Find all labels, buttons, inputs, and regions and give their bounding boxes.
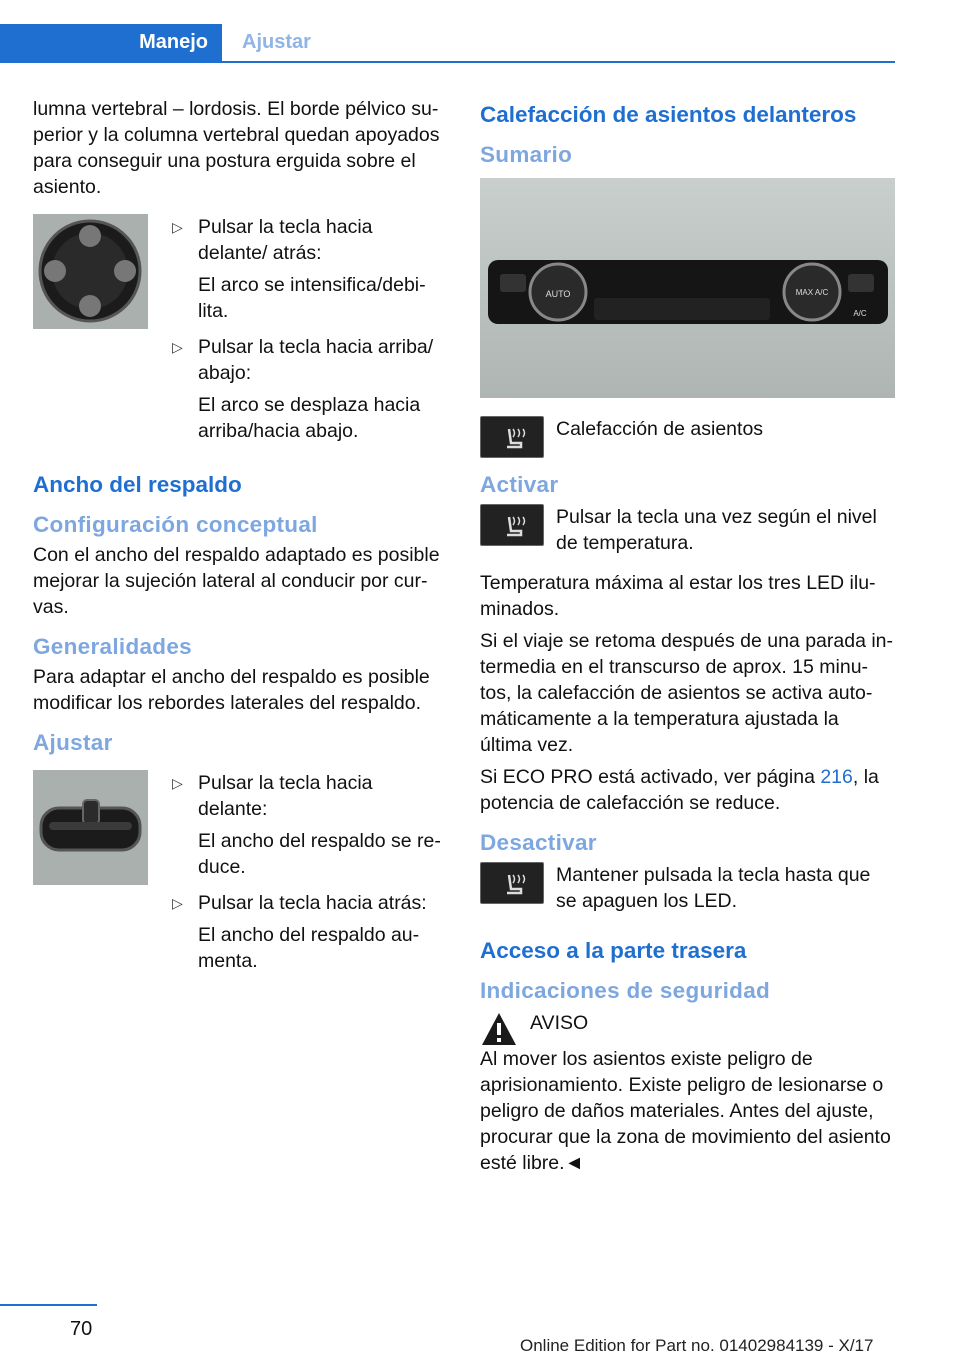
heading-deactivate: Desactivar <box>480 830 597 855</box>
deactivate-text: Mantener pulsada la tecla hasta que se apaguen los LED. <box>556 864 871 912</box>
list-item <box>172 890 447 916</box>
auto-label: AUTO <box>545 289 571 299</box>
activate-text: Pulsar la tecla una vez según el nivel de temperatura. <box>556 506 877 554</box>
bullet-subtext: El ancho del respaldo au-menta. <box>198 924 420 972</box>
heading-concept: Configuración conceptual <box>33 512 318 537</box>
ac-label: A/C <box>853 309 867 318</box>
list-item <box>172 770 447 822</box>
lumbar-bullets <box>172 214 447 454</box>
activate-paragraph-2: Si el viaje se retoma después de una parada in-termedia en el transcurso de aprox. 15 minu-tos, la calefacción de asientos se activa auto-máticamente a la temperatura ajustada la última vez. <box>480 630 894 756</box>
seat-heating-caption: Calefacción de asientos <box>556 418 764 440</box>
general-paragraph: Para adaptar el ancho del respaldo es posible modificar los rebordes laterales del respaldo. <box>33 666 430 714</box>
footer-divider <box>0 1304 97 1306</box>
width-bullets <box>172 770 447 984</box>
triangle-icon: ▷ <box>172 219 183 235</box>
header-tabbar <box>0 24 895 63</box>
max-ac-label: MAX A/C <box>795 288 829 297</box>
heading-rear-access: Acceso a la parte trasera <box>480 938 747 963</box>
seat-heating-icon <box>480 862 544 904</box>
heading-backrest-width: Ancho del respaldo <box>33 472 242 497</box>
seat-heating-icon <box>480 504 544 546</box>
right-column <box>480 96 895 1182</box>
triangle-icon: ▷ <box>172 339 183 355</box>
eco-pro-paragraph: Si ECO PRO está activado, ver página 216, la potencia de calefacción se reduce. <box>480 766 879 814</box>
warning-text: Al mover los asientos existe peligro de aprisionamiento. Existe peligro de lesionarse o peligro de daños materiales. Antes del ajuste, procurar que la zona de movimiento del asiento esté libre.◄ <box>480 1048 891 1174</box>
bullet-text: Pulsar la tecla hacia atrás: <box>198 892 427 914</box>
list-item <box>172 334 447 386</box>
deactivate-row <box>480 862 895 920</box>
bullet-text: Pulsar la tecla hacia delante/ atrás: <box>198 216 373 264</box>
left-column <box>33 96 447 994</box>
page-number: 70 <box>70 1318 93 1340</box>
tab-manejo[interactable]: Manejo <box>0 24 222 61</box>
triangle-icon: ▷ <box>172 775 183 791</box>
heading-activate: Activar <box>480 472 559 497</box>
heading-safety: Indicaciones de seguridad <box>480 978 771 1003</box>
intro-paragraph: lumna vertebral – lordosis. El borde pélvico su-perior y la columna vertebral quedan apoyados para conseguir una postura erguida sobre el asiento. <box>33 98 440 198</box>
list-item <box>172 214 447 266</box>
bullet-text: Pulsar la tecla hacia arriba/ abajo: <box>198 336 434 384</box>
seat-heating-caption-row <box>480 416 895 458</box>
bullet-subtext: El arco se intensifica/debi-lita. <box>198 274 426 322</box>
width-switch-image <box>33 770 148 885</box>
warning-row <box>480 1010 895 1048</box>
lumbar-switch-image <box>33 214 148 329</box>
tab-ajustar[interactable]: Ajustar <box>242 31 311 53</box>
heading-seat-heating: Calefacción de asientos delanteros <box>480 102 857 127</box>
activate-row <box>480 504 895 562</box>
bullet-text: Pulsar la tecla hacia delante: <box>198 772 373 820</box>
climate-panel-photo <box>480 178 895 398</box>
concept-paragraph: Con el ancho del respaldo adaptado es posible mejorar la sujeción lateral al conducir por cur-vas. <box>33 544 440 618</box>
lumbar-section <box>33 214 447 454</box>
edition-text: Online Edition for Part no. 01402984139 - X/17 <box>520 1336 874 1355</box>
warning-title: AVISO <box>530 1012 589 1034</box>
width-section <box>33 770 447 984</box>
bullet-subtext: El arco se desplaza hacia arriba/hacia abajo. <box>198 394 421 442</box>
bullet-subtext: El ancho del respaldo se re-duce. <box>198 830 441 878</box>
activate-paragraph-1: Temperatura máxima al estar los tres LED ilu-minados. <box>480 572 876 620</box>
heading-adjust: Ajustar <box>33 730 113 755</box>
heading-summary: Sumario <box>480 142 573 167</box>
heading-general: Generalidades <box>33 634 192 659</box>
page-link[interactable]: 216 <box>820 766 853 788</box>
seat-heating-icon <box>480 416 544 458</box>
warning-icon <box>480 1010 518 1048</box>
triangle-icon: ▷ <box>172 895 183 911</box>
